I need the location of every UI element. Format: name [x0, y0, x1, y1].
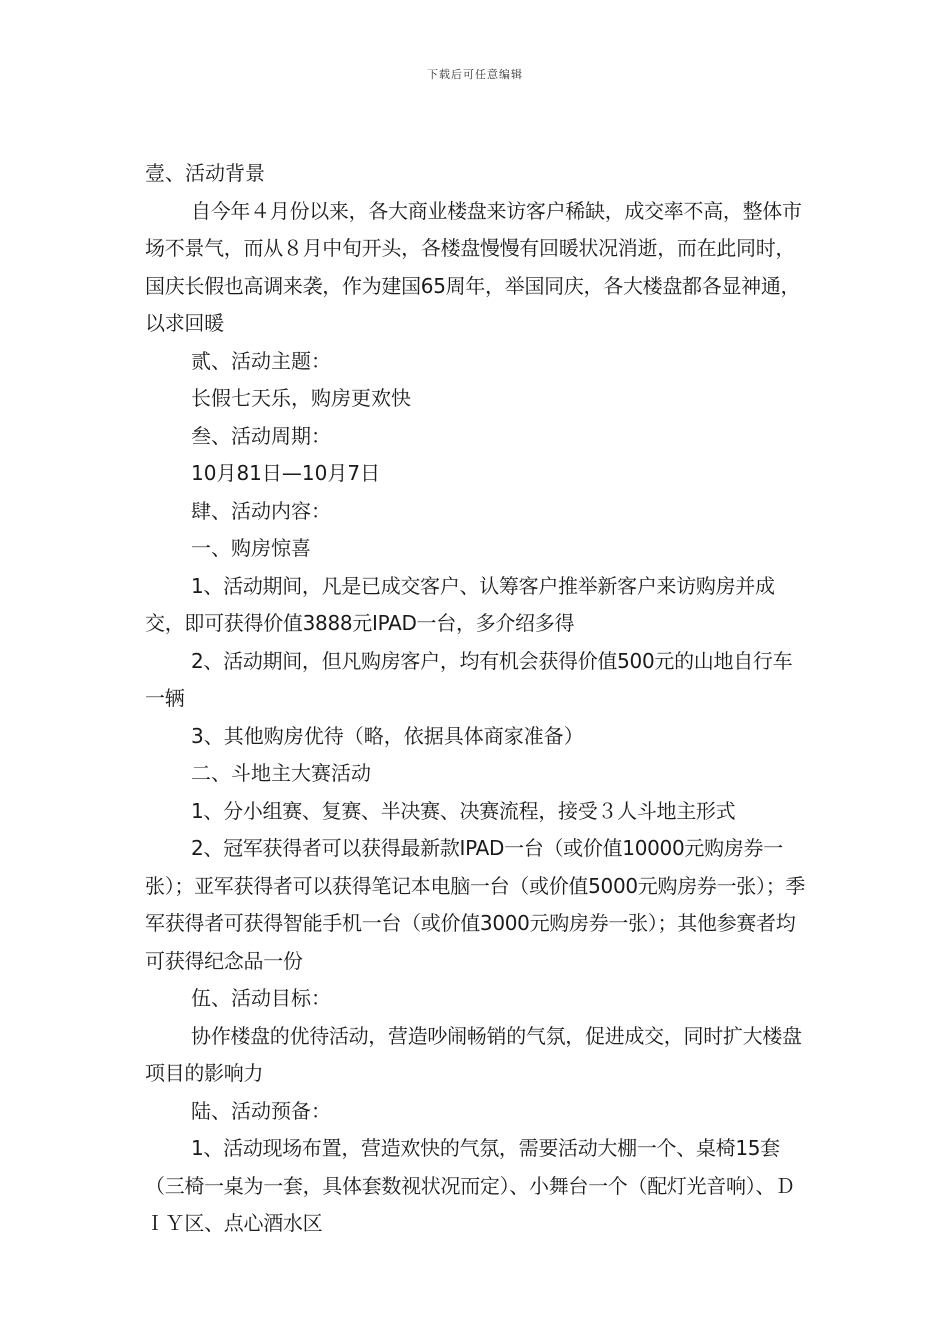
section-heading-goal: 伍、活动目标：	[191, 986, 331, 1010]
paragraph-background: 自今年４月份以来，各大商业楼盘来访客户稀缺，成交率不高，整体市场不景气，而从８月中旬开头，各楼盘慢慢有回暖状况消逝，而在此同时，国庆长假也高调来袭，作为建国65周年，举国同庆，各大楼盘都各显神通，以求回暖	[145, 198, 802, 335]
subsection-heading-purchase-surprise: 一、购房惊喜	[191, 536, 311, 560]
section-heading-content: 肆、活动内容：	[191, 498, 331, 523]
paragraph-preparation-item-1: 1、活动现场布置，营造欢快的气氛，需要活动大棚一个、桌椅15套（三椅一桌为一套，具体套数视状况而定）、小舞台一个（配灯光音响）、ＤＩＹ区、点心酒水区	[145, 1136, 795, 1235]
paragraph-period: 10月81日—10月7日	[191, 461, 381, 485]
paragraph-contest-item-2: 2、冠军获得者可以获得最新款IPAD一台（或价值10000元购房券一张）；亚军获得者可以获得笔记本电脑一台（或价值5000元购房券一张）；季军获得者可获得智能手机一台（或价值3000元购房券一张）；其他参赛者均可获得纪念品一份	[145, 836, 806, 973]
paragraph-purchase-item-3: 3、其他购房优待（略，依据具体商家准备）	[191, 723, 584, 748]
document-body	[145, 155, 810, 1243]
paragraph-goal: 协作楼盘的优待活动，营造吵闹畅销的气氛，促进成交，同时扩大楼盘项目的影响力	[145, 1023, 802, 1085]
section-heading-period: 叁、活动周期：	[191, 423, 331, 448]
section-heading-background: 壹、活动背景	[145, 161, 265, 185]
section-heading-preparation: 陆、活动预备：	[191, 1098, 331, 1123]
paragraph-purchase-item-1: 1、活动期间，凡是已成交客户、认筹客户推举新客户来访购房并成交，即可获得价值3888元IPAD一台，多介绍多得	[145, 573, 775, 635]
paragraph-contest-item-1: 1、分小组赛、复赛、半决赛、决赛流程，接受３人斗地主形式	[191, 798, 736, 823]
page-header-note: 下载后可任意编辑	[427, 68, 523, 81]
paragraph-theme: 长假七天乐，购房更欢快	[191, 386, 411, 410]
paragraph-purchase-item-2: 2、活动期间，但凡购房客户，均有机会获得价值500元的山地自行车一辆	[145, 648, 793, 710]
subsection-heading-card-contest: 二、斗地主大赛活动	[191, 761, 371, 785]
section-heading-theme: 贰、活动主题：	[191, 348, 331, 373]
